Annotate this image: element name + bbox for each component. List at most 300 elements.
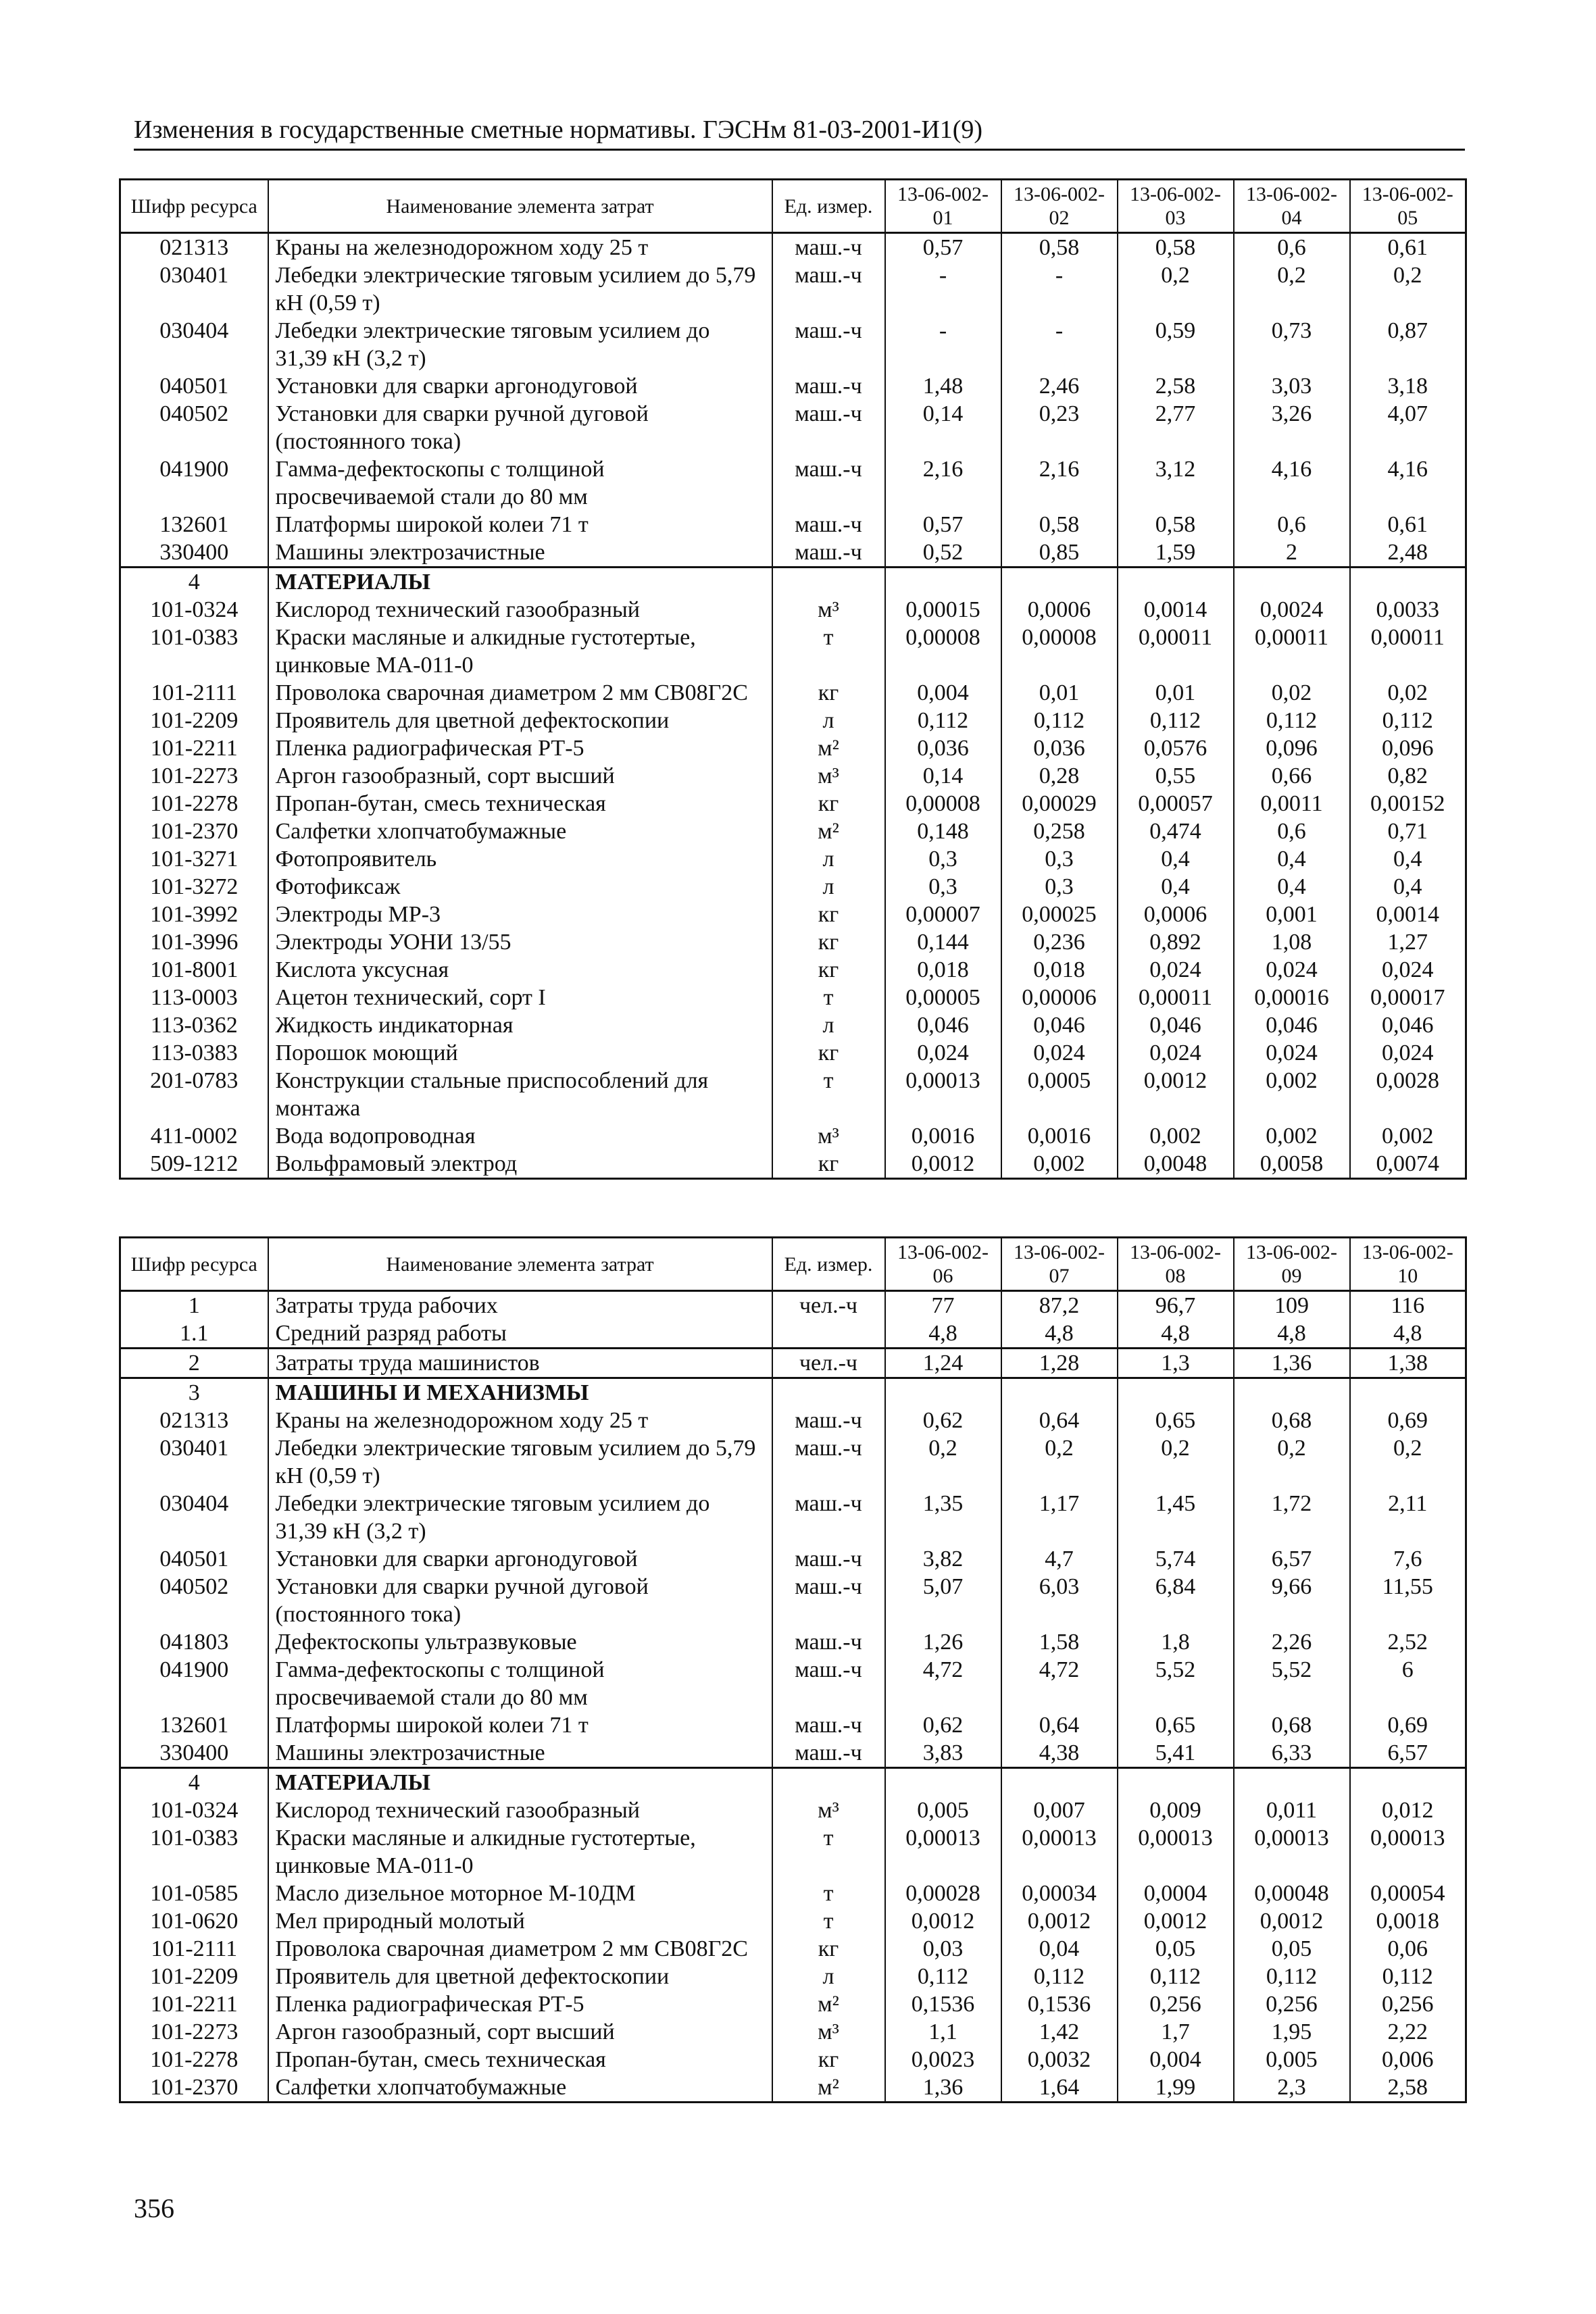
norm-value: 0,65 [1118,1407,1234,1434]
norm-value: 0,3 [885,845,1001,873]
column-header-norm: 13-06-002-05 [1350,180,1466,233]
unit-cell: маш.-ч [772,511,885,538]
unit-cell: м³ [772,1796,885,1824]
resource-code: 101-8001 [120,956,268,984]
unit-cell: т [772,1880,885,1907]
norm-value: 0,52 [885,538,1001,568]
norm-value: 0,0014 [1118,596,1234,624]
norm-value: 0,05 [1234,1935,1350,1963]
resource-name: Лебедки электрические тяговым усилием до 31,39 кН (3,2 т) [268,317,772,372]
table-row [120,1291,1466,1320]
norm-value [1234,568,1350,597]
table-row [120,790,1466,818]
resource-name: Платформы широкой колеи 71 т [268,511,772,538]
norm-value: 1,59 [1118,538,1234,568]
norm-value: 0,036 [1001,734,1118,762]
norm-value: 0,0012 [1118,1907,1234,1935]
norm-value: 0,112 [1350,707,1466,734]
norm-value: 6 [1350,1656,1466,1711]
resource-name: Порошок моющий [268,1039,772,1067]
norm-value: 0,3 [885,873,1001,901]
resource-name: Установки для сварки ручной дуговой (постоянного тока) [268,400,772,455]
norm-value: 2,52 [1350,1628,1466,1656]
norm-value: 0,2 [1118,261,1234,317]
norm-value: 0,002 [1234,1122,1350,1150]
table-row [120,511,1466,538]
norm-value: 4,07 [1350,400,1466,455]
norm-value: 0,002 [1001,1150,1118,1179]
norm-value: 0,02 [1350,679,1466,707]
resource-name: Затраты труда рабочих [268,1291,772,1320]
resource-code: 132601 [120,1711,268,1739]
resource-code: 101-2111 [120,679,268,707]
resource-name: Пропан-бутан, смесь техническая [268,2046,772,2073]
unit-cell: т [772,984,885,1011]
norm-value: 0,0048 [1118,1150,1234,1179]
norm-value: 116 [1350,1291,1466,1320]
norm-value: 0,046 [885,1011,1001,1039]
resource-code: 101-0383 [120,1824,268,1880]
resource-name: Жидкость индикаторная [268,1011,772,1039]
unit-cell: маш.-ч [772,1573,885,1628]
table-row [120,1039,1466,1067]
table-row [120,1963,1466,1990]
norm-value [885,568,1001,597]
norm-value: 1,42 [1001,2018,1118,2046]
unit-cell: т [772,1067,885,1122]
column-header-unit: Ед. измер. [772,1238,885,1291]
resource-code: 101-2273 [120,762,268,790]
norm-value: 96,7 [1118,1291,1234,1320]
norm-value [1118,1378,1234,1407]
resource-code: 101-0620 [120,1907,268,1935]
section-row [120,1378,1466,1407]
norm-value: 1,64 [1001,2073,1118,2103]
norm-value [1350,1378,1466,1407]
resource-code: 040501 [120,372,268,400]
norm-value: 0,004 [1118,2046,1234,2073]
resource-code: 132601 [120,511,268,538]
norm-value [1001,1378,1118,1407]
norm-value: 0,0576 [1118,734,1234,762]
column-header-norm: 13-06-002-01 [885,180,1001,233]
norm-value: 4,72 [885,1656,1001,1711]
norm-value [885,1768,1001,1797]
table-body [120,233,1466,1179]
norm-value: 0,002 [1350,1122,1466,1150]
norm-value: 0,0012 [1118,1067,1234,1122]
norm-value: 0,00013 [885,1824,1001,1880]
resource-name: Машины электрозачистные [268,1739,772,1768]
norm-value: 0,0028 [1350,1067,1466,1122]
norm-value: 2,3 [1234,2073,1350,2103]
norm-value: 0,57 [885,511,1001,538]
norm-value: 0,4 [1234,845,1350,873]
unit-cell: м³ [772,596,885,624]
norm-value: 2,11 [1350,1490,1466,1545]
norm-value: 0,01 [1118,679,1234,707]
norm-value: 0,01 [1001,679,1118,707]
resource-code: 101-2278 [120,2046,268,2073]
norm-value: 4,8 [1350,1319,1466,1349]
norm-value: 0,05 [1118,1935,1234,1963]
section-row [120,1349,1466,1378]
table-row [120,1067,1466,1122]
norm-value: 2,16 [885,455,1001,511]
unit-cell: маш.-ч [772,1656,885,1711]
resource-name: Конструкции стальные приспособлений для монтажа [268,1067,772,1122]
norm-value: 0,00028 [885,1880,1001,1907]
norm-value: 1,35 [885,1490,1001,1545]
norm-value: 0,256 [1234,1990,1350,2018]
norm-value: 0,85 [1001,538,1118,568]
resource-code: 201-0783 [120,1067,268,1122]
norm-value: 0,06 [1350,1935,1466,1963]
norm-value: 0,2 [1234,1434,1350,1490]
norm-value: 87,2 [1001,1291,1118,1320]
resource-name: Краски масляные и алкидные густотертые, цинковые МА-011-0 [268,624,772,679]
norm-value: 9,66 [1234,1573,1350,1628]
resource-name: Средний разряд работы [268,1319,772,1349]
table-row [120,1935,1466,1963]
norm-value: 0,71 [1350,818,1466,845]
table-row [120,233,1466,262]
unit-cell: кг [772,1150,885,1179]
column-header-code: Шифр ресурса [120,180,268,233]
norm-value: 2,22 [1350,2018,1466,2046]
norm-value: 2,58 [1350,2073,1466,2103]
norm-value: 0,00025 [1001,901,1118,928]
norm-value: 0,00034 [1001,1880,1118,1907]
norm-value: 4,38 [1001,1739,1118,1768]
norm-value: 4,16 [1234,455,1350,511]
norm-value: 0,2 [885,1434,1001,1490]
resource-code: 040501 [120,1545,268,1573]
norm-value: 0,892 [1118,928,1234,956]
norm-value: 0,03 [885,1935,1001,1963]
table-row [120,873,1466,901]
resource-name: Краны на железнодорожном ходу 25 т [268,233,772,262]
table-row [120,901,1466,928]
resource-name: Вольфрамовый электрод [268,1150,772,1179]
norm-value: 0,0012 [1234,1907,1350,1935]
resource-name: Установки для сварки ручной дуговой (постоянного тока) [268,1573,772,1628]
norm-value: 0,2 [1118,1434,1234,1490]
norm-value: 0,046 [1350,1011,1466,1039]
table-row [120,928,1466,956]
norm-value: 1,24 [885,1349,1001,1378]
norm-value: 0,024 [1001,1039,1118,1067]
norm-value: 0,00008 [1001,624,1118,679]
resource-name: МАТЕРИАЛЫ [268,1768,772,1797]
norm-value: 2,26 [1234,1628,1350,1656]
resource-name: Установки для сварки аргонодуговой [268,1545,772,1573]
norm-value: 0,62 [885,1407,1001,1434]
norm-value: 0,6 [1234,511,1350,538]
norm-value: 0,0005 [1001,1067,1118,1122]
table-row [120,317,1466,372]
norm-value: 0,59 [1118,317,1234,372]
table-row [120,1739,1466,1768]
norm-value: 0,65 [1118,1711,1234,1739]
norm-value: 4,72 [1001,1656,1118,1711]
norm-value: 4,8 [1118,1319,1234,1349]
column-header-norm: 13-06-002-06 [885,1238,1001,1291]
norm-value: 0,28 [1001,762,1118,790]
norms-table-2 [119,1236,1467,2103]
resource-code: 113-0362 [120,1011,268,1039]
table-row [120,1490,1466,1545]
norm-value: 0,0074 [1350,1150,1466,1179]
norm-value: 0,024 [1350,956,1466,984]
resource-code: 101-2370 [120,2073,268,2103]
resource-name: Фотофиксаж [268,873,772,901]
table-row [120,400,1466,455]
norm-value: 0,018 [885,956,1001,984]
unit-cell: маш.-ч [772,400,885,455]
resource-code: 101-0324 [120,1796,268,1824]
resource-name: Пленка радиографическая РТ-5 [268,734,772,762]
unit-cell: чел.-ч [772,1349,885,1378]
norm-value: - [1001,317,1118,372]
resource-code: 101-3272 [120,873,268,901]
resource-name: Проявитель для цветной дефектоскопии [268,707,772,734]
table-row [120,1319,1466,1349]
resource-code: 101-2273 [120,2018,268,2046]
table-row [120,818,1466,845]
norm-value: 0,0024 [1234,596,1350,624]
resource-code: 030404 [120,1490,268,1545]
norm-value: 1,45 [1118,1490,1234,1545]
norm-value: 0,4 [1118,845,1234,873]
unit-cell: л [772,707,885,734]
norm-value: 0,2 [1234,261,1350,317]
norm-value: 0,64 [1001,1711,1118,1739]
norm-value: 7,6 [1350,1545,1466,1573]
norm-value: 0,00008 [885,624,1001,679]
unit-cell: м² [772,734,885,762]
norm-value: 2,16 [1001,455,1118,511]
resource-code: 101-0324 [120,596,268,624]
norm-value: 0,096 [1350,734,1466,762]
norm-value: 0,4 [1350,845,1466,873]
norm-value: 0,236 [1001,928,1118,956]
norm-value [1001,1768,1118,1797]
norm-value: 2,77 [1118,400,1234,455]
norm-value: 0,00013 [1001,1824,1118,1880]
norm-value: 0,007 [1001,1796,1118,1824]
norm-value: 0,0012 [1001,1907,1118,1935]
table-row [120,1628,1466,1656]
norm-value: 4,8 [1001,1319,1118,1349]
resource-code: 101-2278 [120,790,268,818]
norm-value: 0,046 [1234,1011,1350,1039]
norm-value: 0,3 [1001,845,1118,873]
table-row [120,845,1466,873]
norm-value: 0,2 [1001,1434,1118,1490]
norm-value: 1,17 [1001,1490,1118,1545]
norm-value: 0,66 [1234,762,1350,790]
resource-code: 509-1212 [120,1150,268,1179]
norm-value: 0,68 [1234,1711,1350,1739]
norm-value: 0,69 [1350,1407,1466,1434]
norm-value: 0,0012 [885,1907,1001,1935]
resource-code: 1.1 [120,1319,268,1349]
table-row [120,734,1466,762]
norm-value: 0,23 [1001,400,1118,455]
norm-value: 0,096 [1234,734,1350,762]
norm-value: 0,58 [1001,233,1118,262]
norm-value: 0,0016 [885,1122,1001,1150]
norm-value: 0,00013 [1350,1824,1466,1880]
norm-value: 0,002 [1234,1067,1350,1122]
norm-value: 0,256 [1350,1990,1466,2018]
norm-value: 0,58 [1001,511,1118,538]
resource-name: Мел природный молотый [268,1907,772,1935]
norm-value: 0,3 [1001,873,1118,901]
column-header-name: Наименование элемента затрат [268,180,772,233]
norm-value: 0,001 [1234,901,1350,928]
resource-name: Аргон газообразный, сорт высший [268,762,772,790]
resource-code: 101-2370 [120,818,268,845]
table-row [120,455,1466,511]
norm-value: 0,112 [885,1963,1001,1990]
norm-value: 1,26 [885,1628,1001,1656]
norm-value: 3,26 [1234,400,1350,455]
unit-cell: т [772,1824,885,1880]
table-row [120,1907,1466,1935]
norm-value: 0,6 [1234,233,1350,262]
norm-value: 0,00006 [1001,984,1118,1011]
unit-cell: маш.-ч [772,233,885,262]
unit-cell: л [772,845,885,873]
unit-cell: т [772,624,885,679]
unit-cell: м² [772,818,885,845]
resource-code: 330400 [120,538,268,568]
table-row [120,1407,1466,1434]
resource-code: 021313 [120,1407,268,1434]
norm-value: 109 [1234,1291,1350,1320]
norm-value: 6,57 [1234,1545,1350,1573]
norm-value: 3,12 [1118,455,1234,511]
resource-code: 030401 [120,261,268,317]
norm-value [1234,1378,1350,1407]
norm-value: 0,2 [1350,1434,1466,1490]
resource-name: Кислород технический газообразный [268,596,772,624]
unit-cell [772,568,885,597]
norm-value: 4,16 [1350,455,1466,511]
resource-name: Электроды МР-3 [268,901,772,928]
table-row [120,1573,1466,1628]
norm-value [885,1378,1001,1407]
column-header-norm: 13-06-002-03 [1118,180,1234,233]
resource-name: Машины электрозачистные [268,538,772,568]
norm-value: 0,112 [1118,707,1234,734]
unit-cell: л [772,1011,885,1039]
column-header-norm: 13-06-002-08 [1118,1238,1234,1291]
table-row [120,984,1466,1011]
norm-value [1234,1768,1350,1797]
unit-cell: маш.-ч [772,372,885,400]
resource-name: Проволока сварочная диаметром 2 мм СВ08Г2С [268,679,772,707]
norm-value: 0,112 [1234,707,1350,734]
norm-value: 4,8 [1234,1319,1350,1349]
resource-code: 3 [120,1378,268,1407]
unit-cell: кг [772,790,885,818]
unit-cell: маш.-ч [772,1711,885,1739]
unit-cell: кг [772,679,885,707]
norm-value: 0,018 [1001,956,1118,984]
unit-cell: маш.-ч [772,1628,885,1656]
table-row [120,1796,1466,1824]
norm-value: 0,0004 [1118,1880,1234,1907]
norm-value: 77 [885,1291,1001,1320]
section-row [120,1768,1466,1797]
norm-value: - [1001,261,1118,317]
resource-name: Лебедки электрические тяговым усилием до 5,79 кН (0,59 т) [268,1434,772,1490]
table-row [120,372,1466,400]
resource-name: Ацетон технический, сорт I [268,984,772,1011]
norm-value [1118,568,1234,597]
norm-value: 1,7 [1118,2018,1234,2046]
norm-value: 0,0006 [1118,901,1234,928]
table-row [120,762,1466,790]
unit-cell [772,1378,885,1407]
table-row [120,538,1466,568]
resource-name: Платформы широкой колеи 71 т [268,1711,772,1739]
column-header-unit: Ед. измер. [772,180,885,233]
norm-value: 0,61 [1350,233,1466,262]
resource-name: Гамма-дефектоскопы с толщиной просвечиваемой стали до 80 мм [268,455,772,511]
norm-value: 6,57 [1350,1739,1466,1768]
table-row [120,956,1466,984]
table-row [120,1656,1466,1711]
table-row [120,707,1466,734]
table-row [120,1011,1466,1039]
unit-cell: маш.-ч [772,317,885,372]
norm-value: 6,33 [1234,1739,1350,1768]
table-row [120,1545,1466,1573]
norm-value: 0,024 [1234,1039,1350,1067]
unit-cell: м³ [772,1122,885,1150]
norm-value: 0,024 [1118,1039,1234,1067]
resource-code: 041900 [120,1656,268,1711]
table-row [120,261,1466,317]
norm-value: 0,024 [1350,1039,1466,1067]
unit-cell: маш.-ч [772,1545,885,1573]
resource-code: 101-2209 [120,707,268,734]
norm-value: 5,41 [1118,1739,1234,1768]
norm-value: 0,58 [1118,511,1234,538]
norm-value: 0,4 [1118,873,1234,901]
norm-value: 0,1536 [885,1990,1001,2018]
resource-name: Лебедки электрические тяговым усилием до 31,39 кН (3,2 т) [268,1490,772,1545]
norm-value: 0,2 [1350,261,1466,317]
resource-code: 101-3271 [120,845,268,873]
norm-value [1350,1768,1466,1797]
resource-name: Затраты труда машинистов [268,1349,772,1378]
norm-value: 0,64 [1001,1407,1118,1434]
section-row [120,568,1466,597]
unit-cell: кг [772,2046,885,2073]
norm-value: 0,004 [885,679,1001,707]
norm-value: 0,112 [1001,1963,1118,1990]
norm-value [1350,568,1466,597]
resource-name: Пленка радиографическая РТ-5 [268,1990,772,2018]
unit-cell: маш.-ч [772,455,885,511]
table-header-row [120,180,1466,233]
table-row [120,1711,1466,1739]
